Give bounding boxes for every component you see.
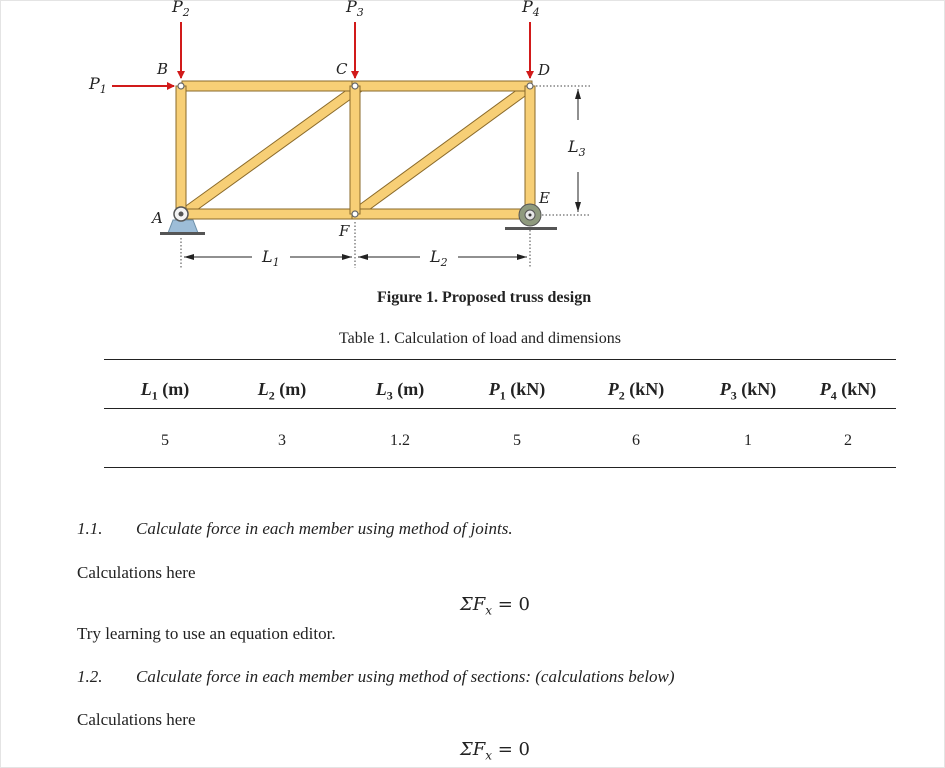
member-af bbox=[182, 209, 356, 219]
figure-caption: Figure 1. Proposed truss design bbox=[377, 289, 592, 306]
table-cell-l2: 3 bbox=[278, 432, 286, 449]
question-1-2-text: Calculate force in each member using method of sections: (calculations below) bbox=[136, 667, 675, 686]
equation-editor-hint[interactable]: Try learning to use an equation editor. bbox=[77, 624, 336, 643]
truss-figure bbox=[0, 0, 945, 300]
table-cell-p3: 1 bbox=[744, 432, 752, 449]
label-p4: $P_4$ bbox=[522, 0, 540, 19]
table-header-p4: $P_4$ (kN) bbox=[819, 379, 877, 403]
question-1-1-number: 1.1. bbox=[77, 519, 103, 538]
table-cell-p4: 2 bbox=[844, 432, 852, 449]
label-joint-e: E bbox=[539, 189, 550, 207]
table-header-l1: $L_1$ (m) bbox=[140, 379, 190, 403]
load-arrows bbox=[112, 22, 530, 86]
label-joint-b: B bbox=[157, 60, 169, 78]
table-cell-p1: 5 bbox=[513, 432, 521, 449]
calculations-label-1[interactable]: Calculations here bbox=[77, 563, 196, 582]
table-cell-l1: 5 bbox=[161, 432, 169, 449]
equation-2[interactable]: $\Sigma F_x = 0$ bbox=[460, 739, 530, 763]
member-diagonal-2 bbox=[355, 84, 532, 215]
table-header-l3: $L_3$ (m) bbox=[375, 379, 425, 403]
label-p3: $P_3$ bbox=[346, 0, 364, 19]
label-dim-l1: $L_1$ bbox=[262, 247, 280, 269]
label-p2: $P_2$ bbox=[172, 0, 190, 19]
member-de bbox=[525, 86, 535, 214]
equation-1[interactable]: $\Sigma F_x = 0$ bbox=[460, 594, 530, 618]
member-fe bbox=[352, 209, 532, 219]
member-cd bbox=[352, 81, 532, 91]
table-bottom-rule bbox=[104, 467, 896, 468]
label-joint-f: F bbox=[339, 222, 350, 240]
table-header-l2: $L_2$ (m) bbox=[257, 379, 307, 403]
pin-support-a bbox=[174, 207, 188, 221]
table-top-rule bbox=[104, 359, 896, 360]
label-joint-d: D bbox=[538, 61, 551, 79]
label-dim-l2: $L_2$ bbox=[430, 247, 448, 269]
table-cell-p2: 6 bbox=[632, 432, 640, 449]
member-group bbox=[176, 81, 535, 219]
member-bc bbox=[182, 81, 356, 91]
member-ab bbox=[176, 86, 186, 214]
question-1-2-number: 1.2. bbox=[77, 667, 103, 686]
table-cell-l3: 1.2 bbox=[390, 432, 410, 449]
table-header-rule bbox=[104, 408, 896, 409]
label-joint-a: A bbox=[152, 209, 163, 227]
table-header-p1: $P_1$ (kN) bbox=[488, 379, 546, 403]
support-e bbox=[505, 227, 557, 230]
label-p1: $P_1$ bbox=[89, 74, 107, 96]
calculations-label-2[interactable]: Calculations here bbox=[77, 710, 196, 729]
label-joint-c: C bbox=[336, 60, 348, 78]
question-1-1-text: Calculate force in each member using method of joints. bbox=[136, 519, 513, 538]
support-a bbox=[160, 220, 205, 235]
label-dim-l3: $L_3$ bbox=[568, 137, 586, 159]
table-header-p3: $P_3$ (kN) bbox=[719, 379, 777, 403]
table-header-p2: $P_2$ (kN) bbox=[607, 379, 665, 403]
roller-support-e bbox=[519, 204, 541, 226]
member-cf bbox=[350, 86, 360, 214]
member-af-ce-diagonal-1 bbox=[183, 84, 362, 215]
table-caption: Table 1. Calculation of load and dimensions bbox=[339, 330, 621, 347]
